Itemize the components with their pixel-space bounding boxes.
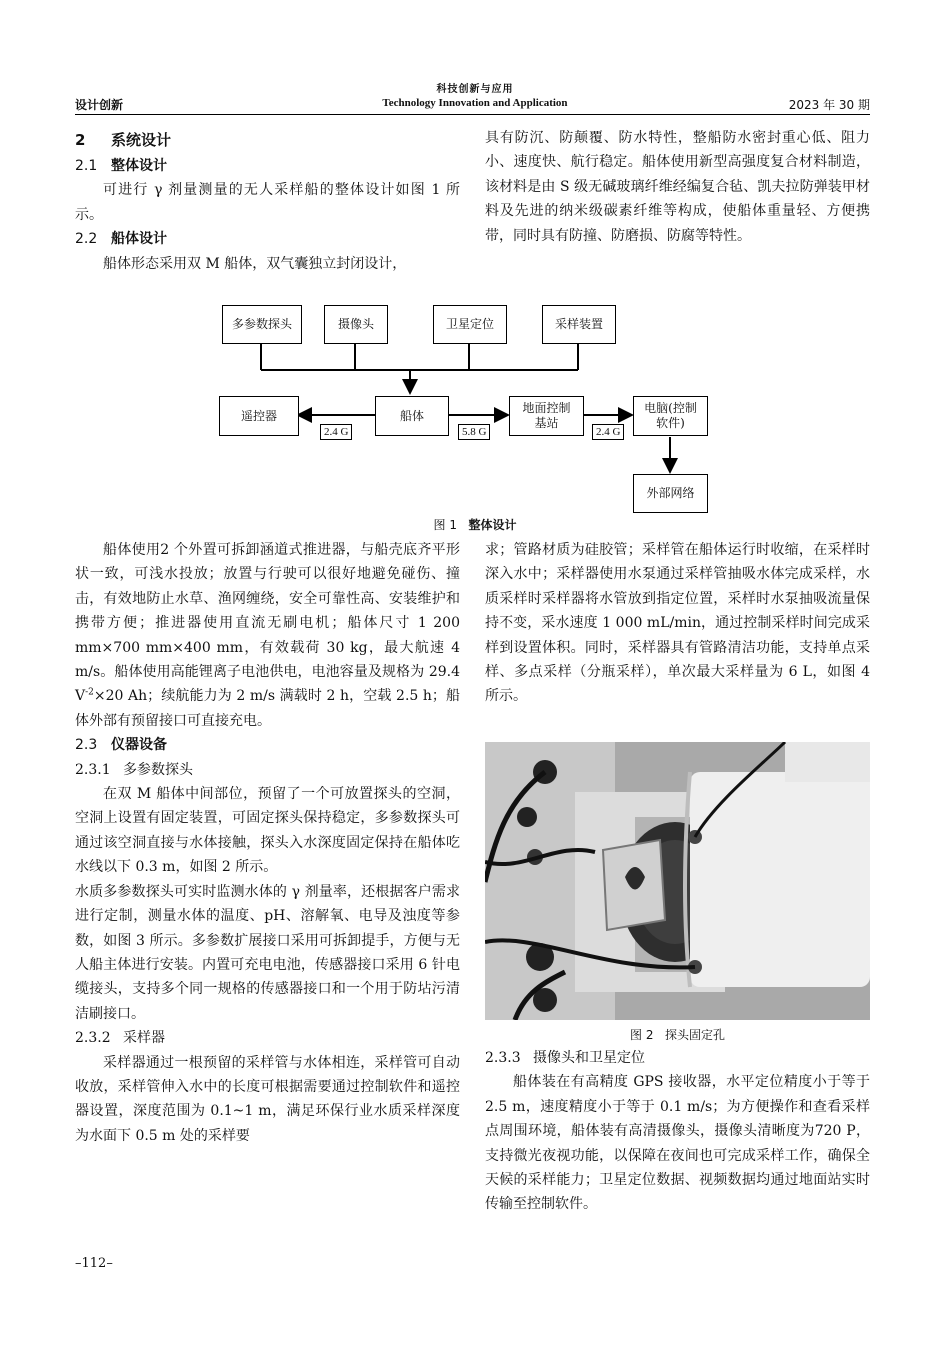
superscript: -2 bbox=[85, 687, 94, 698]
probe-hole-image bbox=[485, 742, 870, 1020]
paragraph: 船体形态采用双 M 船体，双气囊独立封闭设计， bbox=[103, 255, 407, 272]
link-label-5-8g: 5.8 G bbox=[458, 424, 490, 440]
heading-number: 2 bbox=[75, 131, 86, 149]
journal-title-en: Technology Innovation and Application bbox=[382, 97, 568, 109]
heading-title: 多参数探头 bbox=[123, 761, 193, 778]
caption-text: 整体设计 bbox=[468, 518, 517, 532]
journal-title-cn: 科技创新与应用 bbox=[436, 84, 514, 95]
heading-2-3-3 bbox=[485, 1046, 870, 1070]
box-computer bbox=[633, 396, 708, 436]
ground-station-line2: 基站 bbox=[534, 416, 559, 430]
paragraph: 水质多参数探头可实时监测水体的 γ 剂量率，还根据客户需求进行定制，测量水体的温度、pH、溶解氧、电导及浊度等参数，如图 3 所示。多参数扩展接口采用可拆卸提手，方便与无人船主体进行安装。内置可充电电池，传感器接口采用 6 针电缆接头，支持多个同一规格的传感器接口和一个用于防坫污清洁刷接口。 bbox=[75, 883, 460, 1022]
header-rule bbox=[75, 114, 870, 115]
paragraph-text: 船体使用2 个外置可拆卸涵道式推进器，与船壳底齐平形状一致，可浅水投放；放置与行驶可以很好地避免碰伤、撞击，有效地防止水草、渔网缠绕，安全可靠性高、安装维护和携带方便；推进器使用直流无刷电机；船体尺寸 1 200 mm×700 mm×400 mm，有效载荷 30 kg，最大航速 4 m/s。船体使用高能锂离子电池供电，电池容量及规格为 29.4 V bbox=[75, 542, 460, 705]
box-remote-control: 遥控器 bbox=[219, 396, 299, 436]
page-number: –112– bbox=[75, 1256, 113, 1271]
ground-station-line1: 地面控制 bbox=[522, 401, 571, 415]
box-gps: 卫星定位 bbox=[433, 305, 507, 344]
heading-number: 2.3.2 bbox=[75, 1030, 111, 1047]
box-ground-station bbox=[509, 396, 584, 436]
heading-title: 船体设计 bbox=[111, 231, 167, 248]
box-boat-hull: 船体 bbox=[375, 396, 449, 436]
right-top-column bbox=[485, 126, 870, 248]
heading-number: 2.3.1 bbox=[75, 761, 111, 778]
paragraph: 采样器通过一根预留的采样管与水体相连，采样管可自动收放，采样管伸入水中的长度可根据需要通过控制软件和遥控器设置，深度范围为 0.1~1 m，满足环保行业水质采样深度为水面下 0.5 m 处的采样要 bbox=[75, 1054, 460, 1144]
heading-2-3-1 bbox=[75, 758, 460, 782]
heading-title: 摄像头和卫星定位 bbox=[533, 1050, 645, 1066]
right-lower-column bbox=[485, 1046, 870, 1217]
heading-number: 2.2 bbox=[75, 231, 98, 248]
heading-2-1 bbox=[75, 154, 460, 178]
heading-2-3-2 bbox=[75, 1026, 460, 1050]
left-body-column bbox=[75, 538, 460, 1148]
box-camera: 摄像头 bbox=[324, 305, 388, 344]
paragraph-text: ×20 Ah；续航能力为 2 m/s 满载时 2 h，空载 2.5 h；船体外部有预留接口可直接充电。 bbox=[75, 688, 460, 729]
issue-label: 2023 年 30 期 bbox=[788, 98, 870, 112]
paragraph: 具有防沉、防颠覆、防水特性，整船防水密封重心低、阻力小、速度快、航行稳定。船体使用新型高强度复合材料制造，该材料是由 S 级无碱玻璃纤维经编复合毡、凯夫拉防弹装甲材料及先进的纳米级碳素纤维等构成，使船体重量轻、方便携带，同时具有防撞、防磨损、防腐等特性。 bbox=[485, 130, 870, 244]
box-sampler: 采样装置 bbox=[542, 305, 616, 344]
figure-2-caption bbox=[485, 1026, 870, 1043]
paragraph: 求；管路材质为硅胶管；采样管在船体运行时收缩，在采样时深入水中；采样器使用水泵通过采样管抽吸水体完成采样，水质采样时采样器将水管放到指定位置，采样时水泵抽吸流量保持不变，采水速度 1 000 mL/min，通过控制采样时间完成采样到设置体积。同时，采样器具有管路清洁功能，支持单点采样、多点采样（分瓶采样），单次最大采样量为 6 L，如图 4 所示。 bbox=[485, 542, 870, 705]
caption-number: 图 1 bbox=[433, 518, 457, 532]
heading-number: 2.1 bbox=[75, 158, 98, 174]
heading-title: 整体设计 bbox=[111, 158, 167, 174]
heading-2-2 bbox=[75, 227, 460, 251]
heading-number: 2.3.3 bbox=[485, 1050, 521, 1066]
computer-line1: 电脑(控制 bbox=[644, 401, 697, 415]
left-top-column bbox=[75, 126, 460, 276]
heading-2 bbox=[75, 126, 460, 154]
link-label-2-4g: 2.4 G bbox=[320, 424, 352, 440]
heading-number: 2.3 bbox=[75, 737, 98, 754]
caption-text: 探头固定孔 bbox=[664, 1028, 725, 1042]
heading-2-3 bbox=[75, 733, 460, 757]
caption-number: 图 2 bbox=[630, 1028, 654, 1042]
heading-title: 仪器设备 bbox=[111, 737, 167, 754]
paragraph bbox=[75, 538, 460, 733]
box-external-network: 外部网络 bbox=[633, 474, 708, 513]
computer-line2: 软件) bbox=[656, 416, 685, 430]
paragraph: 船体装在有高精度 GPS 接收器，水平定位精度小于等于 2.5 m，速度精度小于等于 0.1 m/s；为方便操作和查看采样点周围环境，船体装有高清摄像头，摄像头清晰度为720 P，支持微光夜视功能，以保障在夜间也可完成采样工作，确保全天候的采样能力；卫星定位数据、视频数据均通过地面站实时传输至控制软件。 bbox=[485, 1074, 870, 1213]
heading-title: 系统设计 bbox=[111, 131, 172, 149]
section-label: 设计创新 bbox=[75, 98, 124, 112]
right-body-column bbox=[485, 538, 870, 709]
heading-title: 采样器 bbox=[123, 1030, 165, 1047]
paragraph: 在双 M 船体中间部位，预留了一个可放置探头的空洞，空洞上设置有固定装置，可固定探头保持稳定，多参数探头可通过该空洞直接与水体接触，探头入水深度固定保持在船体吃水线以下 0.3 m，如图 2 所示。 bbox=[75, 786, 460, 876]
link-label-2-4g: 2.4 G bbox=[592, 424, 624, 440]
figure-2-photo bbox=[485, 742, 870, 1020]
figure-1-caption bbox=[0, 516, 950, 533]
paragraph: 可进行 γ 剂量测量的无人采样船的整体设计如图 1 所示。 bbox=[75, 182, 460, 223]
box-multi-probe: 多参数探头 bbox=[222, 305, 302, 344]
